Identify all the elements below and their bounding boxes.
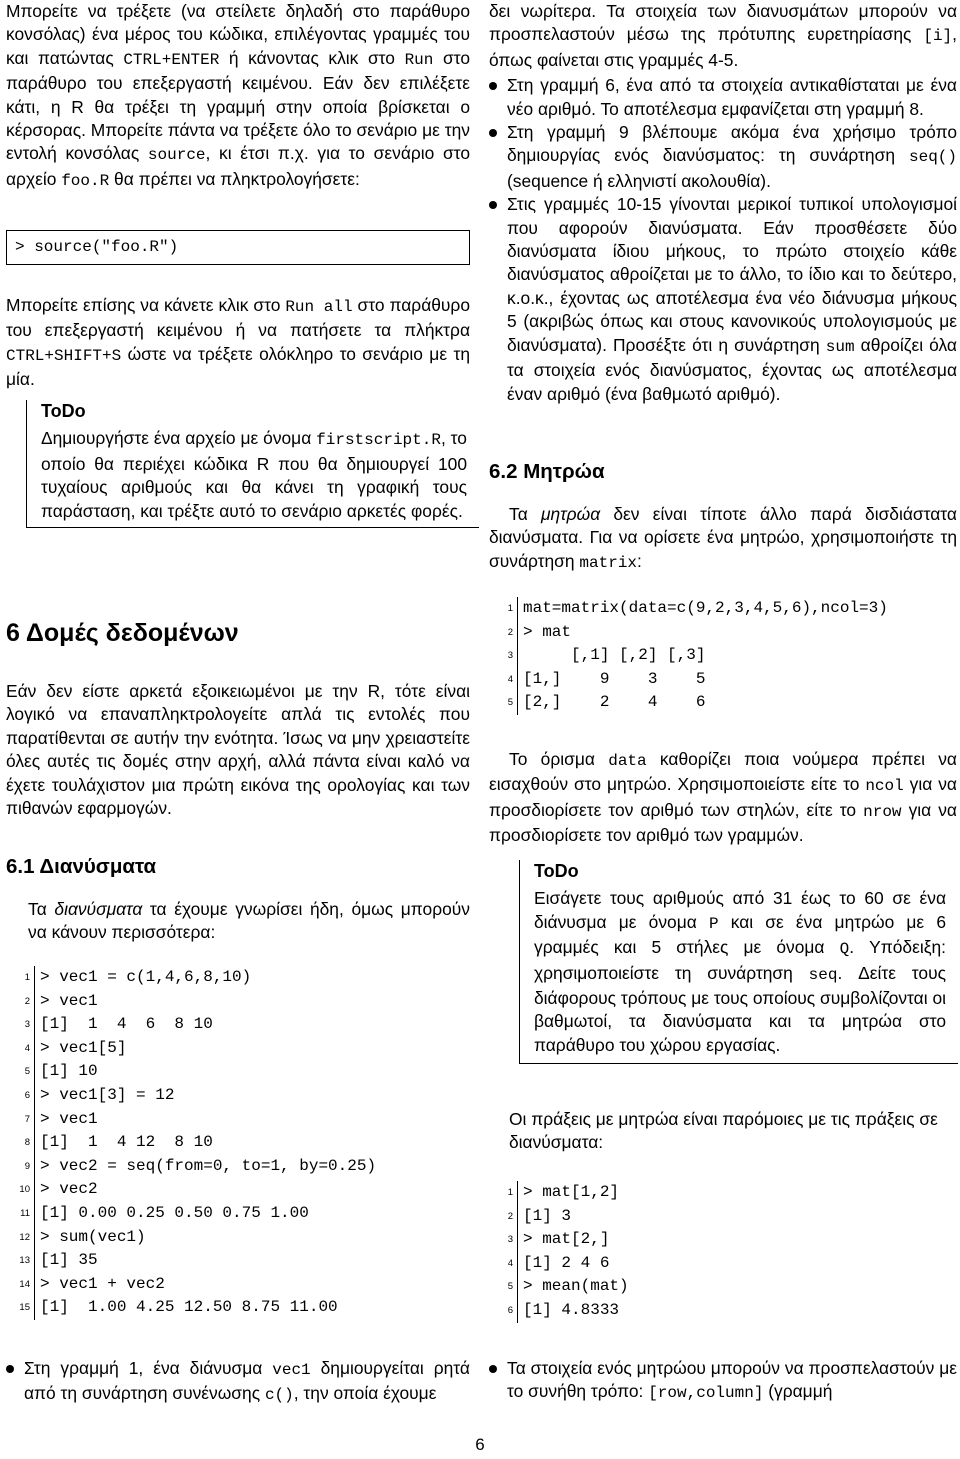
subsection-6-1-title: 6.1 Διανύσματα: [6, 855, 157, 878]
code-line: [1] 2 4 6: [523, 1253, 610, 1272]
todo-box-1: [26, 400, 479, 528]
line-number: 5: [507, 697, 513, 709]
line-number: 2: [507, 1210, 513, 1222]
code-line: [1] 1 4 12 8 10: [40, 1133, 213, 1152]
line-number: 6: [24, 1089, 30, 1101]
code-lines: [35, 966, 376, 1320]
matrices-paragraph: Τα μητρώα δεν είναι τίποτε άλλο παρά δισδιάστατα διανύσματα. Για να ορίσετε ένα μητρώο, χρησιμοποιήστε τη συνάρτηση matrix:: [489, 504, 957, 572]
line-number: 3: [507, 1234, 513, 1246]
bullet-line1: Στη γραμμή 1, ένα διάνυσμα vec1 δημιουργείται ρητά από τη συνάρτηση συνένωσης c(), την οποία έχουμε: [6, 1357, 470, 1408]
code-listing-vectors: [6, 966, 470, 1320]
code-line: > vec1: [40, 991, 98, 1010]
line-number: 5: [507, 1281, 513, 1293]
source-command-box: > source("foo.R"): [6, 230, 470, 265]
code-line: [2,] 2 4 6: [523, 693, 706, 712]
line-number: 4: [507, 673, 513, 685]
line-numbers: [6, 966, 35, 1320]
line-number: 4: [24, 1042, 30, 1054]
line-number: 7: [24, 1113, 30, 1125]
code-line: [1] 10: [40, 1062, 98, 1081]
bullet-line6: Στη γραμμή 6, ένα από τα στοιχεία αντικαθίσταται με ένα νέο αριθμό. Το αποτέλεσμα εμφανίζεται στη γραμμή 8.: [489, 74, 957, 121]
todo-title: ToDo: [41, 401, 86, 421]
todo-text: Δημιουργήστε ένα αρχείο με όνομα firstscript.R, το οποίο θα περιέχει κώδικα R που θα δημιουργεί 100 τυχαίους αριθμούς και θα κάνει τη γραφική τους παράσταση, και τρέξτε αυτό το σενάριο αρκετές φορές.: [41, 428, 467, 521]
line-numbers: [489, 1181, 518, 1323]
page-number: 6: [475, 1435, 485, 1454]
line-number: 1: [507, 603, 513, 614]
line-number: 3: [24, 1019, 30, 1031]
bullet-line9: Στη γραμμή 9 βλέπουμε ακόμα ένα χρήσιμο τρόπο δημιουργίας ενός διανύσματος: τη συνάρτηση seq() (sequence ή ελληνιστί ακολουθία).: [489, 121, 957, 193]
code-line: [,1] [,2] [,3]: [523, 646, 706, 665]
intro-paragraph: Μπορείτε να τρέξετε (να στείλετε δηλαδή στο παράθυρο κονσόλας) ένα μέρος του κώδικα, επιλέγοντας γραμμές του και πατώντας CTRL+ENTER ή κάνοντας κλικ στο Run στο παράθυρο του επεξεργαστή κειμένου. Εάν δεν επιλέξετε κάτι, η R θα τρέξει τη γραμμή στην οποία βρίσκεται ο κέρσορας. Μπορείτε πάντα να τρέξετε όλο το σενάριο με την εντολή κονσόλας source, κι έτσι π.χ. για το σενάριο στο αρχείο foo.R θα πρέπει να πληκτρολογήσετε:: [6, 1, 471, 190]
line-number: 10: [19, 1184, 30, 1196]
line-number: 15: [19, 1302, 30, 1314]
line-number: 1: [507, 1187, 513, 1198]
vectors-paragraph: Τα διανύσματα τα έχουμε γνωρίσει ήδη, όμως μπορούν να κάνουν περισσότερα:: [28, 899, 470, 943]
code-line: > mat[2,]: [523, 1230, 610, 1249]
code-line: > vec1: [40, 1109, 98, 1128]
line-numbers: [489, 597, 518, 715]
code-lines: [518, 597, 888, 715]
line-number: 3: [507, 650, 513, 662]
code-line: > mat[1,2]: [523, 1183, 620, 1201]
code-line: > vec1 = c(1,4,6,8,10): [40, 968, 252, 986]
todo-text: Εισάγετε τους αριθμούς από 31 έως το 60 σε ένα διάνυσμα με όνομα P και σε ένα μητρώο με 6 γραμμές και 5 στήλες με όνομα Q. Υπόδειξη: χρησιμοποιείστε τη συνάρτηση seq. Δείτε τους διάφορους τρόπους με τους οποίους συμβολίζονται οι βαθμωτοί, τα διανύσματα και τα μητρώα στο παράθυρο του χώρου εργασίας.: [534, 888, 946, 1055]
code-line: > mat: [523, 622, 572, 641]
code-line: [1,] 9 3 5: [523, 669, 706, 688]
line-number: 11: [20, 1207, 30, 1219]
code-line: [1] 1.00 4.25 12.50 8.75 11.00: [40, 1298, 338, 1317]
run-all-paragraph: Μπορείτε επίσης να κάνετε κλικ στο Run all στο παράθυρο του επεξεργαστή κειμένου ή να πατήσετε τα πλήκτρα CTRL+SHIFT+S ώστε να τρέξετε ολόκληρο το σενάριο με τη μία.: [6, 295, 470, 390]
line-number: 9: [24, 1160, 30, 1172]
code-line: [1] 3: [523, 1206, 572, 1225]
code-line: [1] 1 4 6 8 10: [40, 1015, 213, 1034]
todo-box-2: [519, 860, 958, 1064]
code-line: [1] 4.8333: [523, 1300, 620, 1319]
section-6-paragraph: Εάν δεν είστε αρκετά εξοικειωμένοι με την R, τότε είναι λογικό να επαναπληκτρολογείτε απλά τις εντολές που παρατίθενται σε αυτήν την ενότητα. Ίσως να μην χρειαστείτε όλες αυτές τις δομές στην αρχή, αλλά πάντα είναι καλό να έχετε τουλάχιστον μια πρώτη εικόνα της ορολογίας και των πιθανών εφαρμογών.: [6, 681, 470, 819]
line-number: 1: [24, 972, 30, 983]
section-6-title: 6 Δομές δεδομένων: [6, 619, 239, 647]
bullet-matrix-access: Τα στοιχεία ενός μητρώου μπορούν να προσπελαστούν με το συνήθη τρόπο: [row,column] (γραμμή: [489, 1357, 957, 1406]
code-line: mat=matrix(data=c(9,2,3,4,5,6),ncol=3): [523, 599, 888, 617]
line-number: 6: [507, 1304, 513, 1316]
code-line: > vec2 = seq(from=0, to=1, by=0.25): [40, 1156, 377, 1175]
code-lines: [518, 1181, 629, 1323]
code-line: > vec1 + vec2: [40, 1274, 165, 1293]
code-listing-matrix-ops: [489, 1181, 957, 1323]
continuation-paragraph: δει νωρίτερα. Τα στοιχεία των διανυσμάτων μπορούν να προσπελαστούν μέσω της πρότυπης ευρετηρίασης [i], όπως φαίνεται στις γραμμές 4-5.: [489, 1, 957, 70]
data-argument-paragraph: Το όρισμα data καθορίζει ποια νούμερα πρέπει να εισαχθούν στο μητρώο. Χρησιμοποιείστε είτε το ncol για να προσδιορίσετε τον αριθμό των στηλών, είτε το nrow για να προσδιορίσετε τον αριθμό των γραμμών.: [489, 749, 957, 846]
subsection-6-2-title: 6.2 Μητρώα: [489, 460, 605, 483]
line-number: 2: [507, 626, 513, 638]
line-number: 2: [24, 995, 30, 1007]
line-number: 14: [19, 1278, 30, 1290]
todo-title: ToDo: [534, 861, 579, 881]
code-line: > mean(mat): [523, 1277, 629, 1296]
code-line: > sum(vec1): [40, 1227, 146, 1246]
bullet-lines10-15: Στις γραμμές 10-15 γίνονται μερικοί τυπικοί υπολογισμοί που αφορούν διανύσματα. Εάν προσθέσετε δύο διανύσματα ίδιου μήκους, το πρώτο στοιχείο κάθε διανύσματος αθροίζεται με το άλλο, το ίδιο και το δεύτερο, κ.ο.κ., έχοντας ως αποτέλεσμα ένα νέο διάνυσμα μήκους 5 (ακριβώς όπως και στους κανονικούς υπολογισμούς με διανύσματα). Προσέξτε ότι η συνάρτηση sum αθροίζει όλα τα στοιχεία ενός διανύσματος, έχοντας ως αποτέλεσμα έναν αριθμό (ένα βαθμωτό αριθμό).: [489, 193, 957, 406]
code-line: > vec1[5]: [40, 1038, 127, 1057]
line-number: 12: [19, 1231, 30, 1243]
line-number: 5: [24, 1066, 30, 1078]
code-line: [1] 0.00 0.25 0.50 0.75 1.00: [40, 1203, 309, 1222]
line-number: 13: [19, 1255, 30, 1267]
code-line: > vec1[3] = 12: [40, 1085, 175, 1104]
code-line: [1] 35: [40, 1251, 98, 1270]
line-number: 4: [507, 1257, 513, 1269]
matrix-operations-paragraph: Οι πράξεις με μητρώα είναι παρόμοιες με τις πράξεις σε διανύσματα:: [509, 1109, 938, 1153]
line-number: 8: [24, 1137, 30, 1149]
code-line: > vec2: [40, 1180, 98, 1199]
code-listing-matrix: [489, 597, 957, 715]
